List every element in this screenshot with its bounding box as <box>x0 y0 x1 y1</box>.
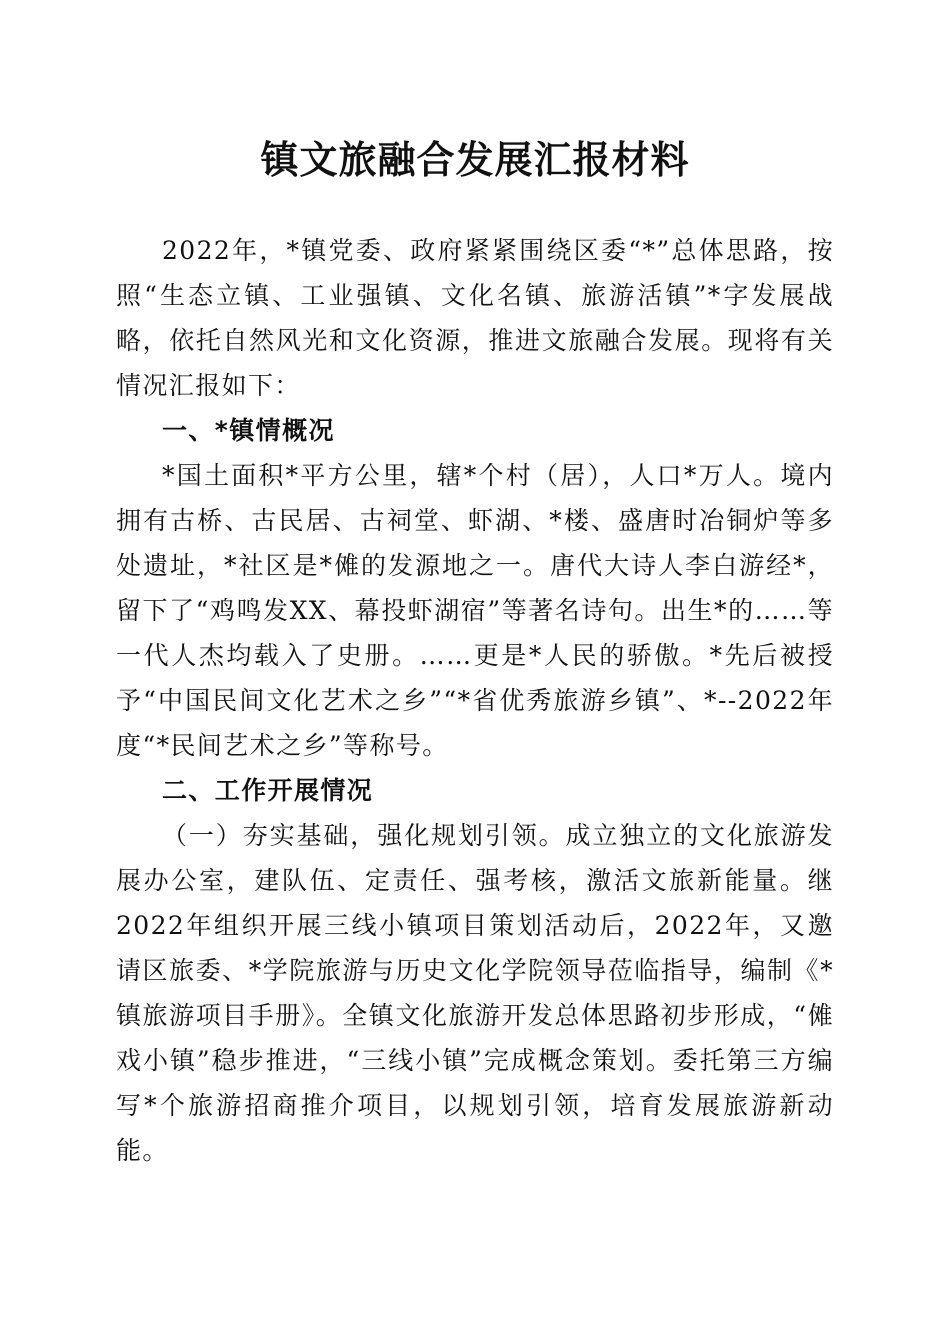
work-paragraph-1: （一）夯实基础，强化规划引领。成立独立的文化旅游发展办公室，建队伍、定责任、强考核，激活文旅新能量。继2022年组织开展三线小镇项目策划活动后，2022年，又邀请区旅委、*学院旅游与历史文化学院领导莅临指导，编制《*镇旅游项目手册》。全镇文化旅游开发总体思路初步形成，“傩戏小镇”稳步推进，“三线小镇”完成概念策划。委托第三方编写*个旅游招商推介项目，以规划引领，培育发展旅游新动能。 <box>116 821 834 1165</box>
intro-paragraph: 2022年，*镇党委、政府紧紧围绕区委“*”总体思路，按照“生态立镇、工业强镇、文化名镇、旅游活镇”*字发展战略，依托自然风光和文化资源，推进文旅融合发展。现将有关情况汇报如下： <box>116 236 834 400</box>
overview-paragraph: *国土面积*平方公里，辖*个村（居），人口*万人。境内拥有古桥、古民居、古祠堂、虾湖、*楼、盛唐时冶铜炉等多处遗址，*社区是*傩的发源地之一。唐代大诗人李白游经*，留下了“鸡鸣发XX、幕投虾湖宿”等著名诗句。出生*的……等一代人杰均载入了史册。……更是*人民的骄傲。*先后被授予“中国民间文化艺术之乡”“*省优秀旅游乡镇”、*--2022年度“*民间艺术之乡”等称号。 <box>116 461 834 760</box>
section-heading-1: 一、*镇情概况 <box>162 416 335 445</box>
document-body <box>116 228 834 1173</box>
section-heading-2: 二、工作开展情况 <box>162 776 374 805</box>
document-title: 镇文旅融合发展汇报材料 <box>260 137 690 182</box>
